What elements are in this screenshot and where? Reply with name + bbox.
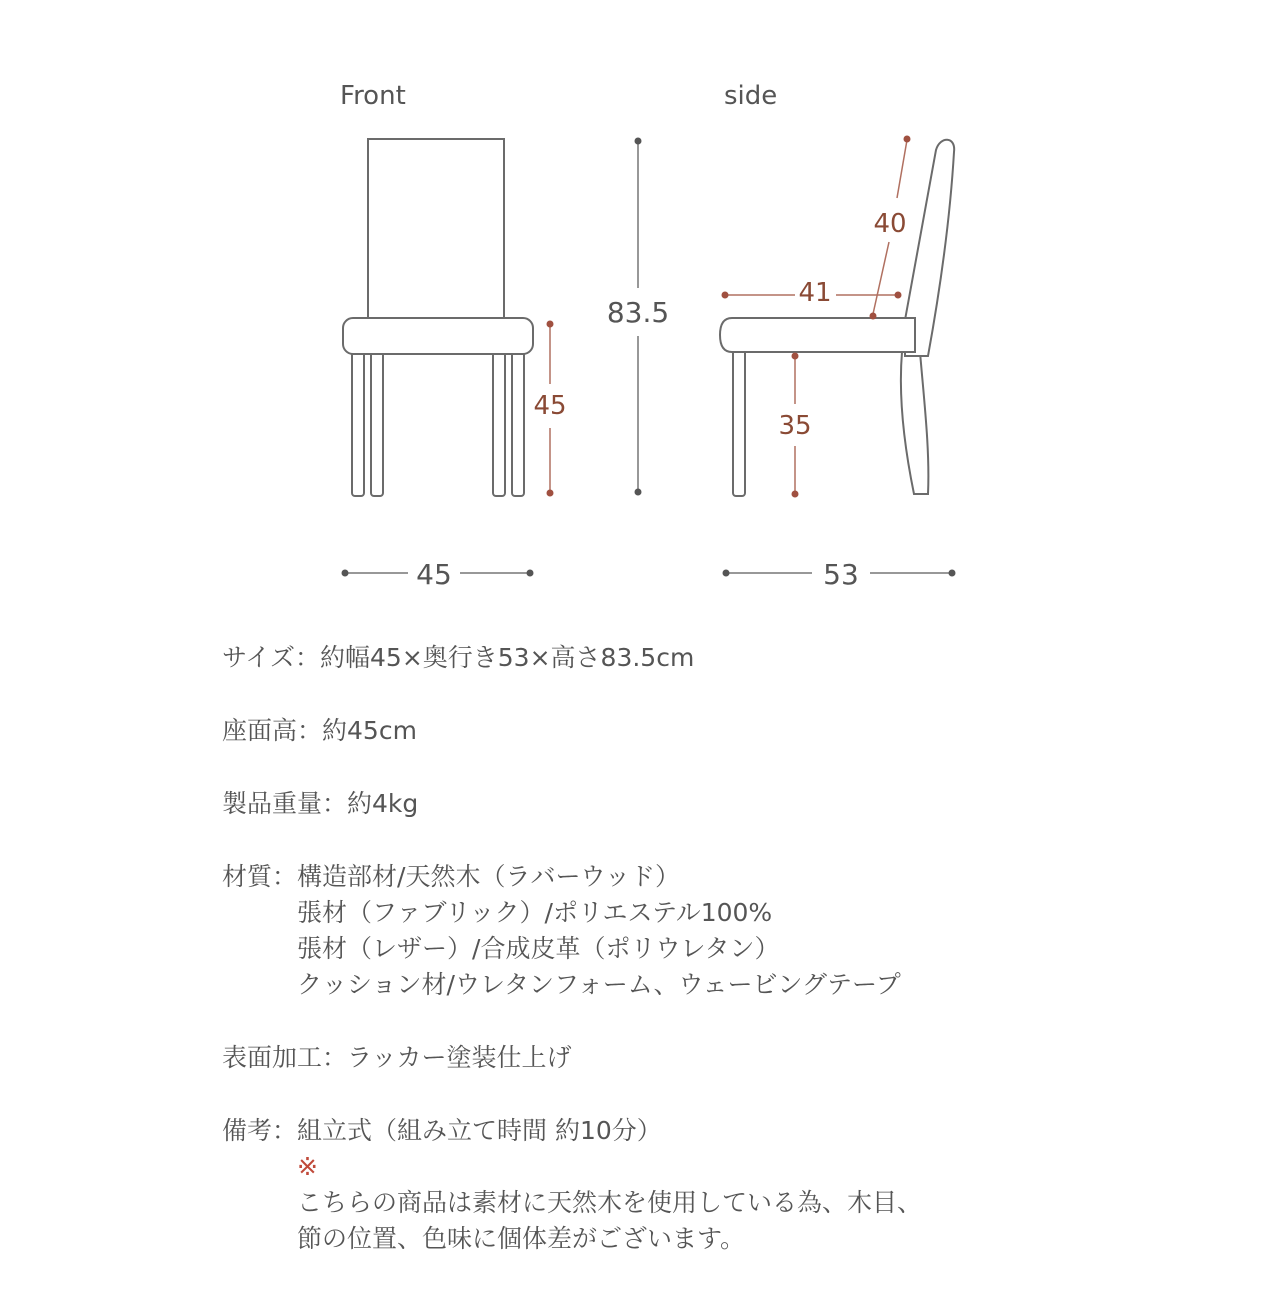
leg-height-dimension	[778, 353, 811, 498]
total-height-label: 83.5	[606, 296, 670, 329]
leg-height-label: 35	[778, 411, 812, 441]
front-leg-2	[371, 350, 383, 496]
front-chair-drawing	[343, 139, 533, 496]
note-mark: ※	[297, 1152, 318, 1181]
material-line: クッション材/ウレタンフォーム、ウェービングテープ	[297, 970, 901, 999]
notes-line-2-text: こちらの商品は素材に天然木を使用している為、木目、	[297, 1188, 923, 1217]
spec-weight-value: 約4kg	[347, 789, 419, 818]
side-rear-leg	[901, 352, 929, 494]
spec-weight	[222, 786, 1222, 822]
front-seat	[343, 318, 533, 354]
spec-finish-label: 表面加工：	[222, 1043, 348, 1072]
depth-label: 53	[823, 558, 859, 591]
spec-seat-height	[222, 713, 1222, 749]
front-leg-1	[352, 350, 364, 496]
spec-material	[222, 859, 1222, 1003]
depth-dimension	[723, 558, 956, 591]
spec-seat-height-label: 座面高：	[222, 716, 323, 745]
spec-finish-value: ラッカー塗装仕上げ	[347, 1043, 572, 1072]
total-height-dimension	[607, 138, 669, 496]
side-seat	[720, 318, 915, 352]
seat-depth-dimension	[722, 278, 902, 308]
spec-material-values	[297, 859, 901, 1003]
spec-notes	[222, 1113, 1222, 1257]
seat-depth-label: 41	[798, 278, 832, 308]
spec-size-label: サイズ：	[222, 643, 321, 672]
notes-line-2	[297, 1149, 922, 1221]
spec-size	[222, 640, 1222, 676]
notes-line-3: 節の位置、色味に個体差がございます。	[297, 1224, 746, 1253]
spec-notes-label: 備考：	[222, 1116, 298, 1145]
backrest-height-label: 40	[873, 209, 907, 239]
side-front-leg	[733, 348, 745, 496]
front-leg-4	[512, 350, 524, 496]
side-view-label: side	[724, 81, 778, 111]
front-view-label: Front	[340, 81, 406, 111]
spec-notes-values	[297, 1113, 922, 1257]
spec-material-label: 材質：	[222, 862, 298, 891]
material-line: 張材（ファブリック）/ポリエステル100%	[297, 898, 773, 927]
spec-size-value: 約幅45×奥行き53×高さ83.5cm	[320, 643, 695, 672]
front-leg-3	[493, 350, 505, 496]
spec-finish	[222, 1040, 1222, 1076]
front-seat-height-label: 45	[533, 391, 567, 421]
material-line: 構造部材/天然木（ラバーウッド）	[297, 862, 680, 891]
side-chair-drawing	[720, 140, 954, 496]
spec-weight-label: 製品重量：	[222, 789, 348, 818]
front-seat-height-dimension	[533, 321, 566, 497]
width-dimension	[342, 558, 534, 591]
material-line: 張材（レザー）/合成皮革（ポリウレタン）	[297, 934, 780, 963]
notes-line-1: 組立式（組み立て時間 約10分）	[297, 1116, 662, 1145]
width-label: 45	[416, 558, 452, 591]
backrest-height-dimension	[870, 136, 911, 320]
chair-dimension-diagram	[0, 0, 1280, 620]
spec-seat-height-value: 約45cm	[322, 716, 417, 745]
front-backrest	[368, 139, 504, 321]
spec-list	[222, 640, 1222, 1294]
